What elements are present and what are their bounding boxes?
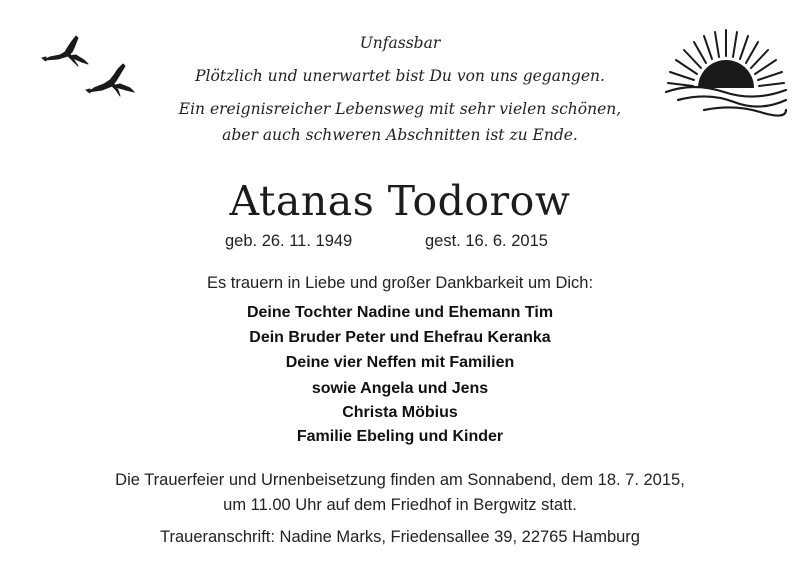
- ceremony-line-2: um 11.00 Uhr auf dem Friedhof in Bergwitz statt.: [223, 496, 577, 514]
- birth-date: geb. 26. 11. 1949: [225, 232, 353, 250]
- mourning-intro: Es trauern in Liebe und großer Dankbarkeit um Dich:: [206, 274, 594, 292]
- intro-line-1: Unfassbar: [359, 34, 441, 52]
- intro-line-2: Plötzlich und unerwartet bist Du von uns gegangen.: [195, 67, 605, 85]
- death-date: gest. 16. 6. 2015: [425, 232, 548, 250]
- mourner-line: Familie Ebeling und Kinder: [296, 428, 504, 445]
- mourner-line: sowie Angela und Jens: [311, 380, 489, 397]
- intro-line-3: Ein ereignisreicher Lebensweg mit sehr vielen schönen,: [178, 100, 622, 118]
- mourner-line: Deine Tochter Nadine und Ehemann Tim: [246, 304, 554, 321]
- ceremony-line-1: Die Trauerfeier und Urnenbeisetzung finden am Sonnabend, dem 18. 7. 2015,: [115, 471, 685, 489]
- mourner-line: Dein Bruder Peter und Ehefrau Keranka: [249, 329, 551, 346]
- mourner-line: Christa Möbius: [342, 404, 458, 421]
- mourning-address: Traueranschrift: Nadine Marks, Friedensallee 39, 22765 Hamburg: [160, 528, 640, 546]
- mourner-line: Deine vier Neffen mit Familien: [285, 354, 515, 371]
- deceased-name: Atanas Todorow: [229, 177, 571, 225]
- intro-line-4: aber auch schweren Abschnitten ist zu Ende.: [222, 126, 578, 144]
